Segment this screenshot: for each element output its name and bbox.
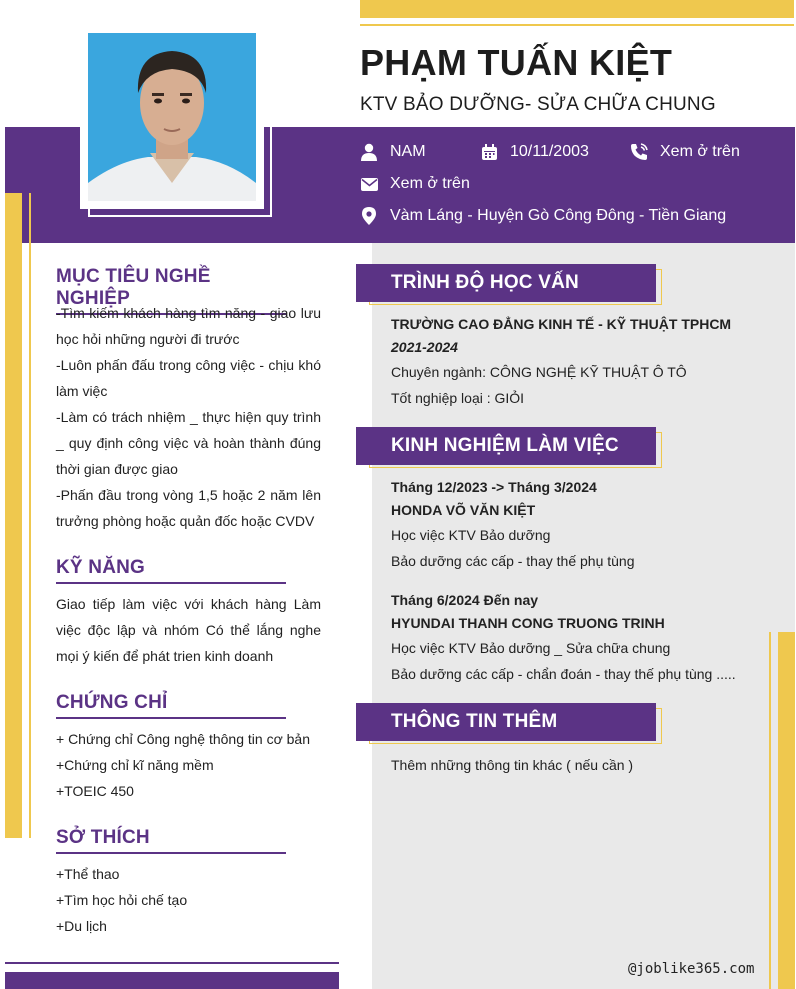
watermark: @joblike365.com — [628, 961, 755, 977]
top-gold-line — [360, 24, 794, 26]
profile-photo — [88, 33, 256, 201]
hobby-item: +Tìm học hỏi chế tạo — [56, 892, 188, 908]
gender-info — [360, 143, 426, 161]
job-description: Bảo dưỡng các cấp - thay thế phụ tùng — [391, 553, 635, 569]
user-icon — [360, 143, 378, 161]
more-info-heading: THÔNG TIN THÊM — [356, 703, 656, 741]
experience-heading: KINH NGHIỆM LÀM VIỆC — [356, 427, 656, 465]
job-title: KTV BẢO DƯỠNG- SỬA CHỮA CHUNG — [360, 94, 716, 115]
right-gold-line — [769, 632, 771, 989]
objective-text — [56, 300, 321, 534]
job-description: Học việc KTV Bảo dưỡng _ Sửa chữa chung — [391, 640, 671, 656]
education-heading: TRÌNH ĐỘ HỌC VẤN — [356, 264, 656, 302]
hobbies-list — [56, 861, 321, 939]
job-company: HYUNDAI THANH CONG TRUONG TRINH — [391, 615, 665, 631]
hobbies-heading: SỞ THÍCH — [56, 827, 286, 854]
certificates-heading: CHỨNG CHỈ — [56, 692, 286, 719]
hobby-item: +Thể thao — [56, 866, 120, 882]
certificate-item: +Chứng chỉ kĩ năng mềm — [56, 757, 214, 773]
objective-line: -Luôn phấn đấu trong công việc - chịu khó làm việc — [56, 357, 321, 399]
phone-value: Xem ở trên — [660, 143, 740, 160]
certificate-item: +TOEIC 450 — [56, 783, 134, 799]
hobby-item: +Du lịch — [56, 918, 107, 934]
job-company: HONDA VÕ VĂN KIỆT — [391, 502, 536, 518]
gender-value: NAM — [390, 143, 426, 160]
bottom-purple-line — [5, 962, 339, 964]
objective-line: -Làm có trách nhiệm _ thực hiện quy trình _ quy định công việc và hoàn thành đúng thời gian được giao — [56, 409, 321, 477]
objective-line: -Tìm kiếm khách hàng tìm năng - giao lưu học hỏi những người đi trước — [56, 305, 321, 347]
skills-text: Giao tiếp làm việc với khách hàng Làm việc độc lập và nhóm Có thể lắng nghe mọi ý kiến để phát trien kinh doanh — [56, 596, 321, 664]
calendar-icon — [480, 143, 498, 161]
job-description: Học việc KTV Bảo dưỡng — [391, 527, 551, 543]
education-major: Chuyên ngành: CÔNG NGHỆ KỸ THUẬT Ô TÔ — [391, 364, 687, 380]
email-info — [360, 175, 470, 193]
job-period: Tháng 6/2024 Đến nay — [391, 592, 539, 608]
candidate-name: PHẠM TUẤN KIỆT — [360, 42, 673, 83]
school-name: TRƯỜNG CAO ĐẲNG KINH TẾ - KỸ THUẬT TPHCM — [391, 316, 732, 332]
skills-heading: KỸ NĂNG — [56, 557, 286, 584]
phone-icon — [630, 143, 648, 161]
bottom-purple-bar — [5, 972, 339, 989]
map-pin-icon — [360, 207, 378, 225]
right-gold-bar — [778, 632, 795, 989]
certificates-list — [56, 726, 321, 804]
email-value: Xem ở trên — [390, 175, 470, 192]
education-grade: Tốt nghiệp loại : GIỎI — [391, 390, 525, 406]
objective-line: -Phấn đầu trong vòng 1,5 hoặc 2 năm lên trưởng phòng hoặc quản đốc hoặc CVDV — [56, 487, 321, 529]
objective-heading: MỤC TIÊU NGHỀ NGHIỆP — [56, 266, 286, 315]
top-gold-bar — [360, 0, 794, 18]
address-info — [360, 207, 726, 225]
address-value: Vàm Láng - Huyện Gò Công Đông - Tiền Giang — [390, 207, 727, 224]
birthdate-value: 10/11/2003 — [510, 143, 589, 160]
birthdate-info — [480, 143, 589, 161]
left-gold-bar — [5, 193, 22, 838]
more-info-text: Thêm những thông tin khác ( nếu cần ) — [391, 757, 634, 773]
envelope-icon — [360, 175, 378, 193]
job-period: Tháng 12/2023 -> Tháng 3/2024 — [391, 479, 597, 495]
phone-info — [630, 143, 740, 161]
left-gold-line — [29, 193, 31, 838]
education-years: 2021-2024 — [391, 339, 458, 355]
job-description: Bảo dưỡng các cấp - chẩn đoán - thay thế phụ tùng ..... — [391, 666, 736, 682]
certificate-item: + Chứng chỉ Công nghệ thông tin cơ bản — [56, 731, 311, 747]
